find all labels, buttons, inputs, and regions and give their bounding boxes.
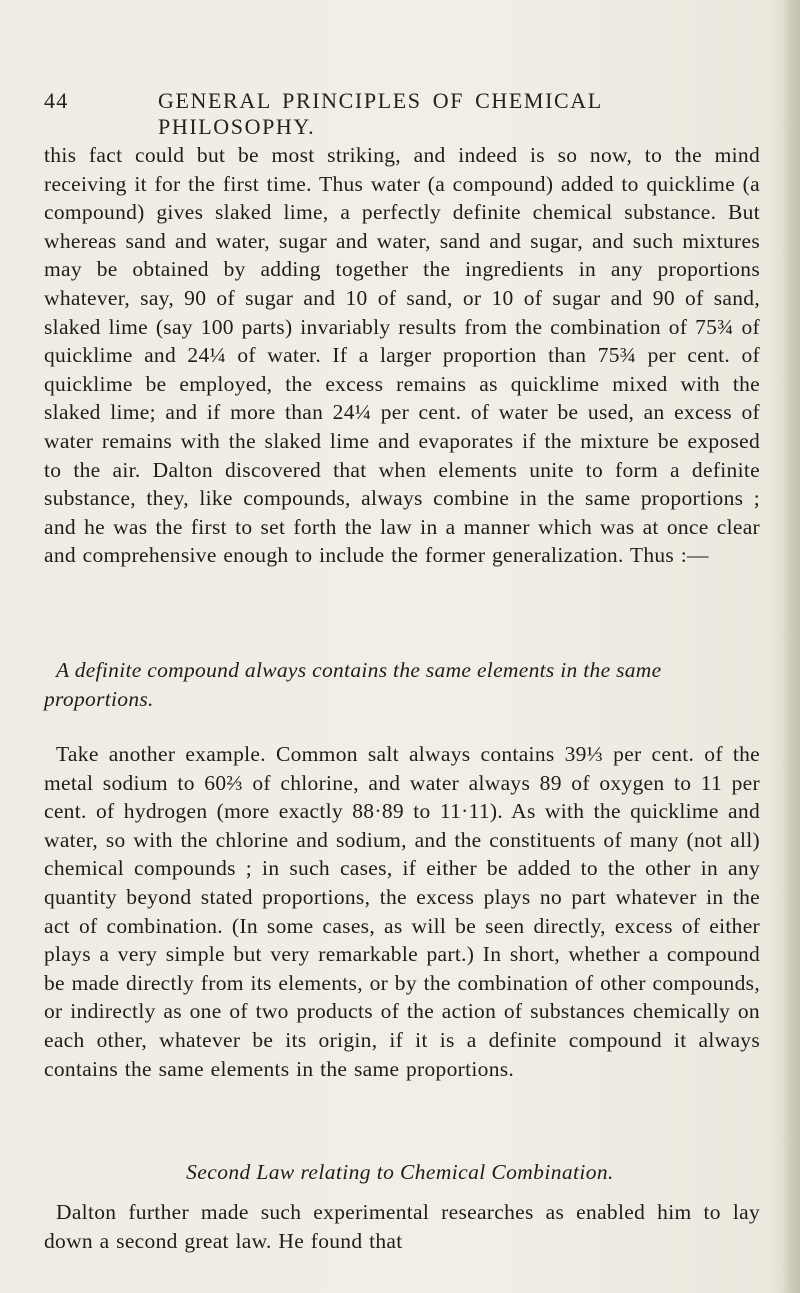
page-number: 44 [44, 88, 69, 113]
paragraph-quicklime: this fact could but be most striking, and indeed is so now, to the mind receiving it for the first time. Thus water (a compound) added to quicklime (a compound) gives slaked lime, a perfectly definite chemical substance. But whereas sand and water, sugar and water, sand and sugar, and such mixtures may be obtained by adding together the ingredients in any proportions whatever, say, 90 of sugar and 10 of sand, or 10 of sugar and 90 of sand, slaked lime (say 100 parts) invariably results from the combination of 75¾ of quicklime and 24¼ of water. If a larger proportion than 75¾ per cent. of quicklime be employed, the excess remains as quicklime mixed with the slaked lime; and if more than 24¼ per cent. of water be used, an excess of water remains with the slaked lime and evaporates if the mixture be exposed to the air. Dalton discovered that when elements unite to form a definite substance, they, like compounds, always combine in the same proportions ; and he was the first to set forth the law in a manner which was at once clear and comprehensive enough to include the former generalization. Thus :— [44, 143, 760, 568]
paragraph-second-law: Dalton further made such experimental researches as enabled him to lay down a second great law. He found that [44, 1200, 760, 1253]
section-heading: Second Law relating to Chemical Combination. [186, 1160, 614, 1184]
law-of-definite-proportions: A definite compound always contains the same elements in the same proportions. [44, 658, 662, 711]
paragraph-common-salt: Take another example. Common salt always contains 39⅓ per cent. of the metal sodium to 60⅔ of chlorine, and water always 89 of oxygen to 11 per cent. of hydrogen (more exactly 88·89 to 11·11). As with the quicklime and water, so with the chlorine and sodium, and the constituents of many (not all) chemical compounds ; in such cases, if either be added to the other in any quantity beyond stated proportions, the excess plays no part whatever in the act of combination. (In some cases, as will be seen directly, excess of either plays a very simple but very remarkable part.) In short, whether a compound be made directly from its elements, or by the combination of other compounds, or indirectly as one of two products of the action of substances chemically on each other, whatever be its origin, if it is a definite compound it always contains the same elements in the same proportions. [44, 742, 760, 1081]
page-edge-shadow [782, 0, 800, 1293]
running-title: GENERAL PRINCIPLES OF CHEMICAL PHILOSOPHY. [158, 88, 603, 139]
running-header [44, 88, 760, 139]
